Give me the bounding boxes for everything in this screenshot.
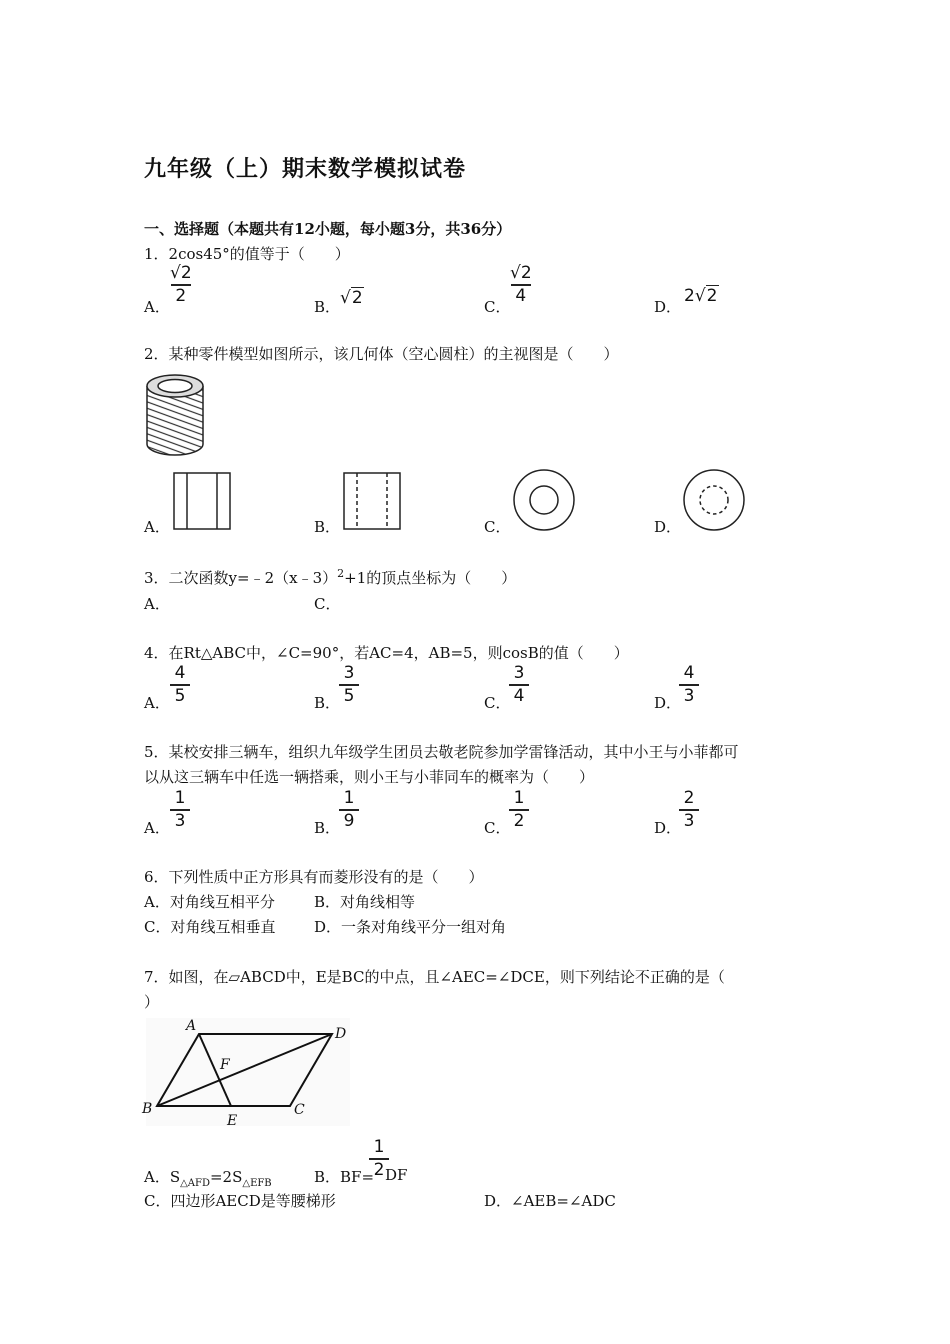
stem-text: 3．二次函数y=﹣2（x﹣3） xyxy=(144,569,338,587)
option-label: C． xyxy=(484,518,511,536)
question-1-stem: 1．2cos45°的值等于（ ） xyxy=(144,245,350,263)
question-7-stem-line2: ） xyxy=(144,993,160,1011)
radicand: 2 xyxy=(706,286,718,306)
fraction xyxy=(679,664,699,706)
vertex-label-d: D xyxy=(335,1026,347,1042)
fraction xyxy=(509,789,529,831)
question-3-option-c[interactable]: C． xyxy=(314,595,341,613)
option-label: B． xyxy=(314,298,341,316)
fraction xyxy=(339,789,359,831)
option-label: B． xyxy=(314,819,341,837)
denominator: 2 xyxy=(513,810,525,831)
fraction xyxy=(170,664,190,706)
numerator: 2 xyxy=(683,788,695,808)
question-5-stem-line2: 以从这三辆车中任选一辆搭乘，则小王与小菲同车的概率为（ ） xyxy=(144,768,595,786)
hollow-cylinder-figure xyxy=(144,372,206,458)
question-3-stem xyxy=(144,567,516,588)
option-label: A． xyxy=(144,694,170,712)
question-7-option-c[interactable]: C．四边形AECD是等腰梯形 xyxy=(144,1192,336,1210)
fraction xyxy=(339,664,359,706)
option-text: A．S xyxy=(144,1168,181,1186)
numerator: 3 xyxy=(343,663,355,683)
section-heading: 一、选择题（本题共有12小题，每小题3分，共36分） xyxy=(144,220,512,238)
numerator: 4 xyxy=(683,663,695,683)
question-7-option-a[interactable] xyxy=(144,1166,272,1189)
front-view-dashed-lines xyxy=(343,472,401,530)
question-6-option-d[interactable]: D．一条对角线平分一组对角 xyxy=(314,918,507,936)
option-label: C． xyxy=(484,819,511,837)
subscript: △AFD xyxy=(180,1178,210,1189)
option-text: DF xyxy=(385,1166,408,1184)
question-6-option-c[interactable]: C．对角线互相垂直 xyxy=(144,918,276,936)
front-view-solid-lines xyxy=(173,472,231,530)
subscript: △EFB xyxy=(242,1178,272,1189)
numerator: √2 xyxy=(510,263,532,283)
option-label: D． xyxy=(654,819,682,837)
option-label: A． xyxy=(144,298,170,316)
denominator: 9 xyxy=(343,810,355,831)
numerator: 4 xyxy=(174,663,186,683)
denominator: 2 xyxy=(373,1159,385,1180)
denominator: 5 xyxy=(343,685,355,706)
numerator: 1 xyxy=(174,788,186,808)
denominator: 5 xyxy=(174,685,186,706)
fraction xyxy=(170,264,192,306)
numerator: 3 xyxy=(513,663,525,683)
stem-text: +1的顶点坐标为（ ） xyxy=(344,569,517,587)
question-4-stem: 4．在Rt△ABC中，∠C=90°，若AC=4，AB=5，则cosB的值（ ） xyxy=(144,644,629,662)
point-label-e: E xyxy=(227,1113,238,1129)
vertex-label-a: A xyxy=(186,1018,197,1034)
denominator: 4 xyxy=(515,285,527,306)
fraction xyxy=(170,789,190,831)
vertex-label-c: C xyxy=(294,1102,305,1118)
concentric-circles-solid xyxy=(512,468,576,532)
parallelogram-figure xyxy=(142,1016,357,1131)
option-label: B． xyxy=(314,694,341,712)
coefficient: 2 xyxy=(684,286,695,306)
exponent: 2 xyxy=(337,567,345,580)
fraction xyxy=(509,664,529,706)
numerator: 1 xyxy=(513,788,525,808)
denominator: 4 xyxy=(513,685,525,706)
numerator: 1 xyxy=(343,788,355,808)
radicand: 2 xyxy=(351,288,363,308)
sqrt-expression: 2√2 xyxy=(684,286,718,306)
numerator: √2 xyxy=(170,263,192,283)
question-6-stem: 6．下列性质中正方形具有而菱形没有的是（ ） xyxy=(144,868,484,886)
question-5-stem-line1: 5．某校安排三辆车，组织九年级学生团员去敬老院参加学雷锋活动，其中小王与小菲都可 xyxy=(144,743,739,761)
option-text: =2S xyxy=(209,1168,243,1186)
fraction xyxy=(510,264,532,306)
option-label: D． xyxy=(654,298,682,316)
question-7-stem-line1: 7．如图，在▱ABCD中，E是BC的中点，且∠AEC=∠DCE，则下列结论不正确的是（ xyxy=(144,968,725,986)
option-label: A． xyxy=(144,518,170,536)
option-label: C． xyxy=(484,298,511,316)
sqrt-expression: √2 xyxy=(340,288,363,308)
point-label-f: F xyxy=(220,1057,230,1073)
denominator: 3 xyxy=(174,810,186,831)
question-7-option-d[interactable]: D．∠AEB=∠ADC xyxy=(484,1192,616,1210)
option-text: B．BF= xyxy=(314,1168,375,1186)
question-3-option-a[interactable]: A． xyxy=(144,595,170,613)
option-label: C． xyxy=(484,694,511,712)
vertex-label-b: B xyxy=(142,1101,153,1117)
question-6-option-a[interactable]: A．对角线互相平分 xyxy=(144,893,275,911)
option-label: B． xyxy=(314,518,341,536)
denominator: 2 xyxy=(175,285,187,306)
question-6-option-b[interactable]: B．对角线相等 xyxy=(314,893,416,911)
page-title: 九年级（上）期末数学模拟试卷 xyxy=(144,156,467,182)
question-2-stem: 2．某种零件模型如图所示，该几何体（空心圆柱）的主视图是（ ） xyxy=(144,345,619,363)
denominator: 3 xyxy=(683,810,695,831)
concentric-circles-dashed xyxy=(682,468,746,532)
fraction xyxy=(679,789,699,831)
numerator: 1 xyxy=(373,1137,385,1157)
option-label: D． xyxy=(654,518,682,536)
option-label: D． xyxy=(654,694,682,712)
option-label: A． xyxy=(144,819,170,837)
denominator: 3 xyxy=(683,685,695,706)
